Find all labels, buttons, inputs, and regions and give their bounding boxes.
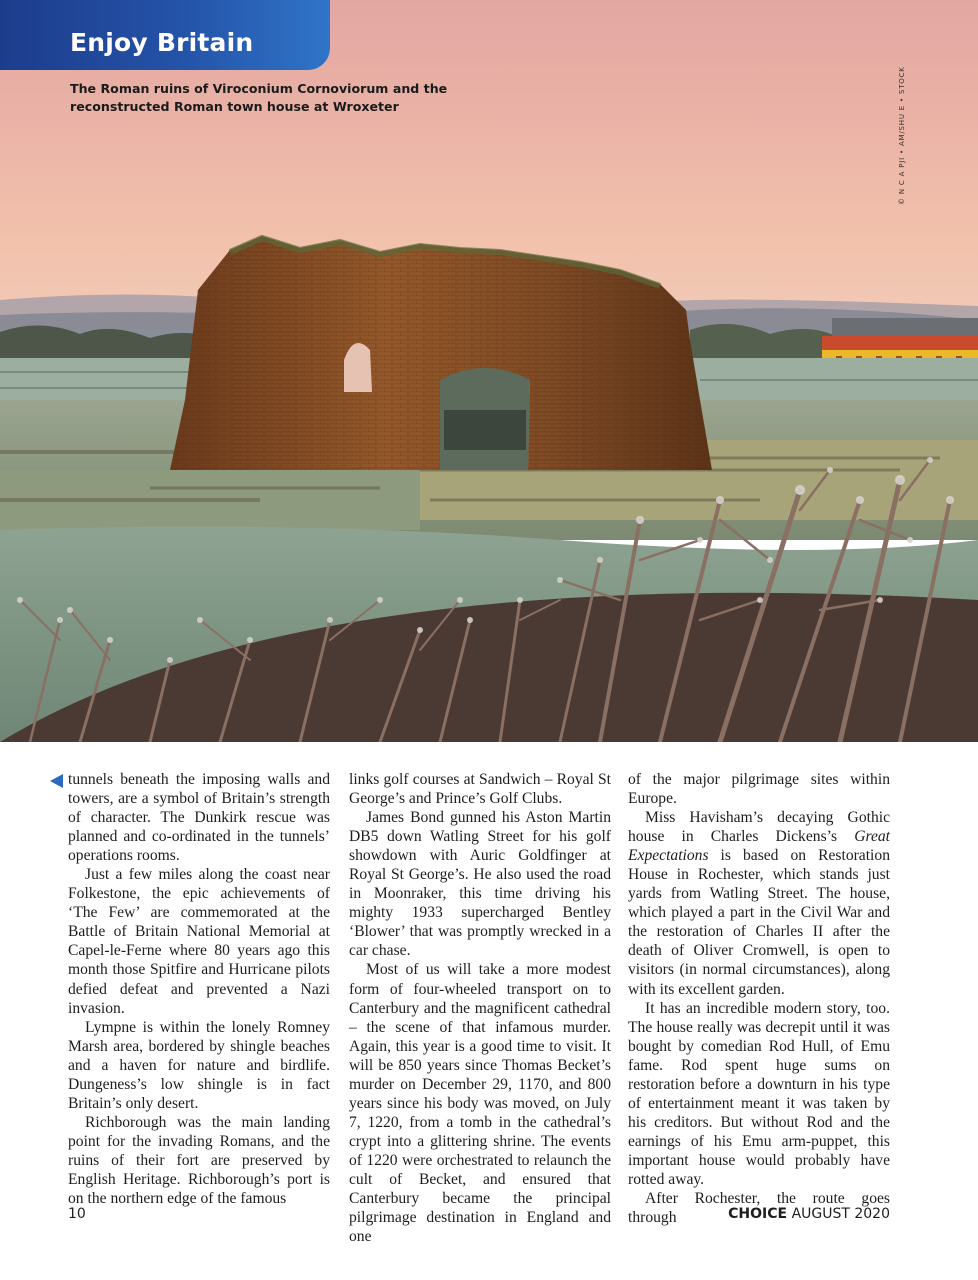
magazine-name: CHOICE [728,1206,788,1222]
issue-date: AUGUST 2020 [791,1206,890,1222]
body-paragraph [68,1018,330,1113]
body-paragraph [628,999,890,1189]
paragraph-text: It has an incredible modern story, too. The house really was decrepit until it was bought by comedian Rod Hull, of Emu fame. Rod spent huge sums on restoration before a downturn in his type of entertainment meant it was taken by his creditors. But without Rod and the earnings of his Emu arm-puppet, this important house would probably have rotted away. [628,999,890,1188]
text-column-3 [628,770,890,1227]
paragraph-text: is based on Restoration House in Rochester, which stands just yards from Watling Street. The house, which played a part in the Civil War and the restoration of Charles II after the death of Oliver Cromwell, is open to visitors (in normal circumstances), along with its excellent garden. [628,847,890,998]
paragraph-text: After Rochester, the route goes through [628,1190,890,1227]
paragraph-text: James Bond gunned his Aston Martin DB5 down Watling Street for his golf showdown with Auric Goldfinger at Royal St George’s. He also used the road in Moonraker, this time driving his mighty 1933 supercharged Bentley ‘Blower’ that was promptly wrecked in a car chase. [349,809,611,960]
body-paragraph [349,960,611,1246]
body-paragraph [68,1113,330,1208]
page-number: 10 [68,1206,86,1222]
body-paragraph [349,808,611,960]
paragraph-text: Miss Havisham’s decaying Gothic house in Charles Dickens’s [628,809,890,846]
body-paragraph [628,770,890,808]
magazine-footer [728,1206,890,1222]
body-paragraph [349,770,611,808]
book-title: Great Expectations [628,828,890,865]
paragraph-text: Just a few miles along the coast near Folkestone, the epic achievements of ‘The Few’ are commemorated at the Battle of Britain National Memorial at Capel-le-Ferne where 80 years ago this month those Spitfire and Hurricane pilots defied defeat and prevented a Nazi invasion. [68,866,330,1017]
paragraph-text: Richborough was the main landing point for the invading Romans, and the ruins of their fort are preserved by English Heritage. Richborough’s port is on the northern edge of the famous [68,1113,330,1208]
body-paragraph [68,770,330,865]
paragraph-text: Lympne is within the lonely Romney Marsh area, bordered by shingle beaches and a haven for nature and birdlife. Dungeness’s low shingle is in fact Britain’s only desert. [68,1018,330,1112]
paragraph-text: Most of us will take a more modest form of four-wheeled transport on to Canterbury and the magnificent cathedral – the scene of that infamous murder. Again, this year is a good time to visit. It will be 850 years since Thomas Becket’s murder on December 29, 1170, and 800 years since his body was moved, on July 7, 1220, from a tomb in the cathedral’s crypt into a glittering shrine. The events of 1220 were orchestrated to relaunch the cult of Becket, and ensured that Canterbury became the principal pilgrimage destination in England and one [349,961,611,1246]
text-column-1 [68,770,330,1208]
text-column-2 [349,770,611,1246]
paragraph-text: tunnels beneath the imposing walls and towers, are a symbol of Britain’s strength of character. The Dunkirk rescue was planned and co-ordinated in the tunnels’ operations rooms. [68,771,330,865]
paragraph-text: links golf courses at Sandwich – Royal St George’s and Prince’s Golf Clubs. [349,771,611,808]
continued-arrow-icon [50,774,63,788]
paragraph-text: of the major pilgrimage sites within Europe. [628,771,890,808]
body-paragraph [628,808,890,998]
photo-credit: © N C A PJI • AM/SHU E • STOCK [898,66,906,205]
photo-caption: The Roman ruins of Viroconium Cornoviorum and the reconstructed Roman town house at Wroxeter [70,81,448,114]
section-title: Enjoy Britain [70,28,254,57]
body-paragraph [68,865,330,1017]
